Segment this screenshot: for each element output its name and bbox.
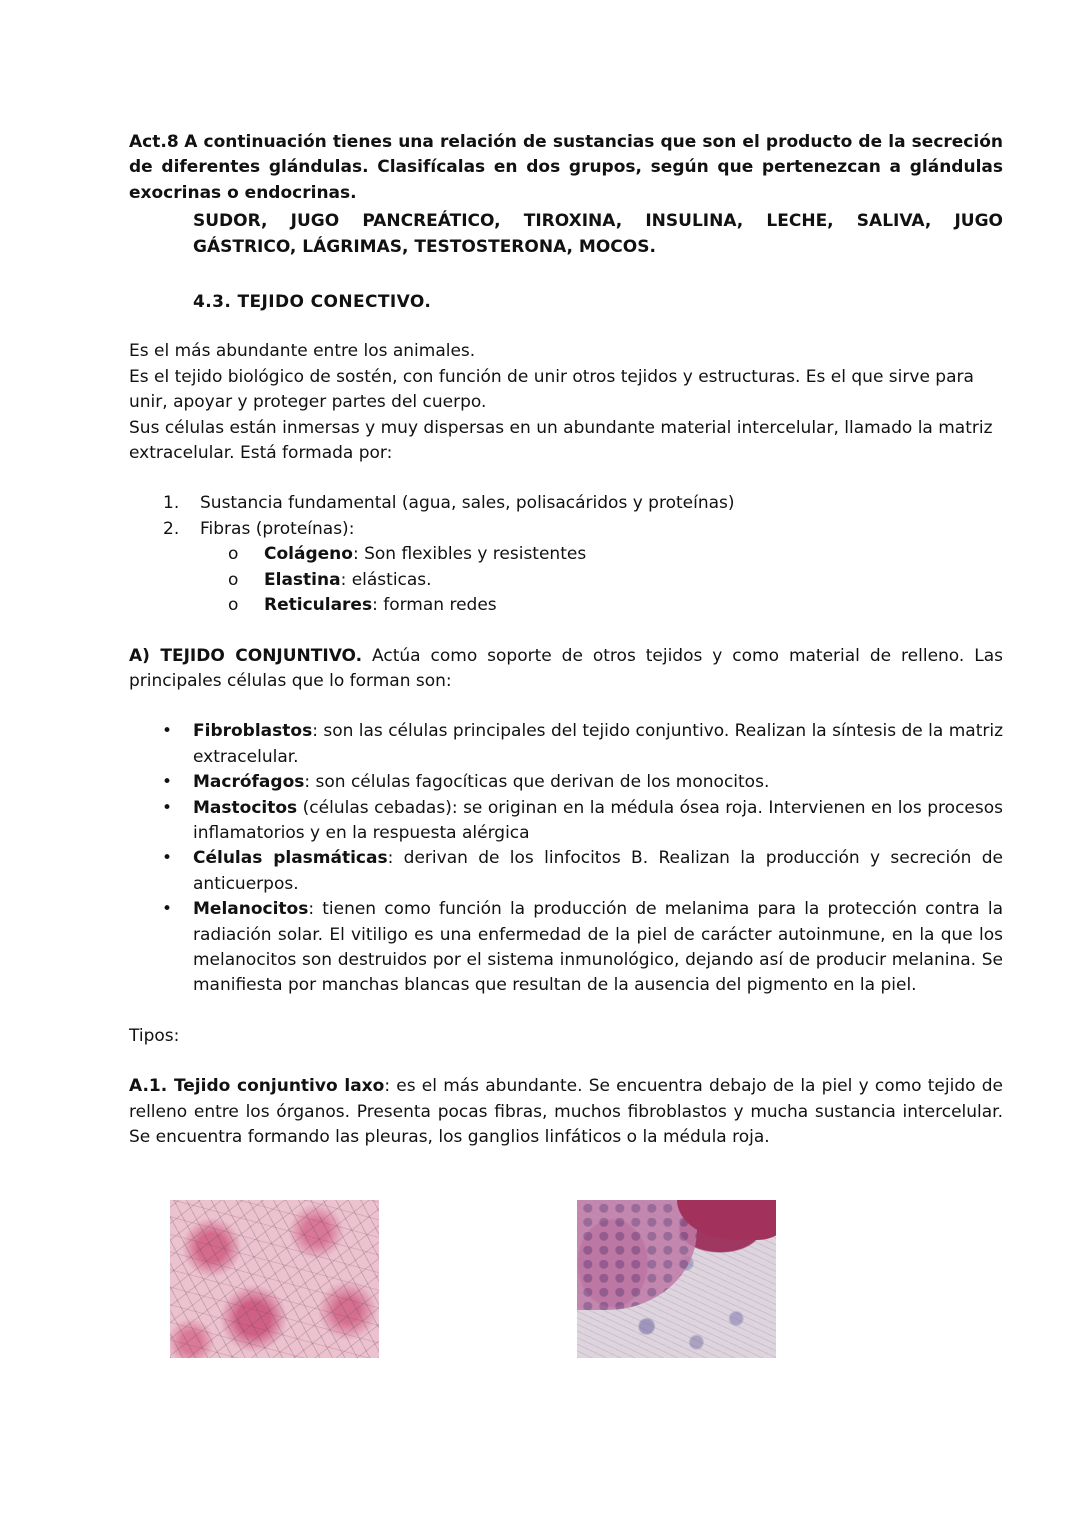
item-text: Fibras (proteínas):: [200, 518, 355, 539]
fiber-name: Colágeno: [264, 544, 353, 565]
fiber-desc: : elásticas.: [340, 569, 432, 590]
fiber-name: Reticulares: [264, 595, 373, 616]
cell-name: Mastocitos: [193, 797, 298, 818]
tipos-label: Tipos:: [129, 1025, 180, 1046]
fiber-desc: : forman redes: [372, 595, 497, 616]
connective-tissue-epithelium-micrograph: [577, 1200, 776, 1358]
cell-name: Fibroblastos: [193, 721, 313, 742]
bullet-icon: •: [162, 797, 173, 818]
cell-name: Células plasmáticas: [193, 848, 388, 869]
conjuntivo-paragraph: [129, 644, 1003, 695]
cell-desc: : son células fagocíticas que derivan de los monocitos.: [304, 772, 770, 793]
list-item: [129, 770, 1003, 795]
list-item: [129, 568, 1003, 593]
circle-bullet-icon: o: [228, 595, 239, 616]
laxo-text: : es el más abundante. Se encuentra debajo de la piel y como tejido de relleno entre los órganos. Presenta pocas fibras, muchos fibroblastos y mucha sustancia intercelular. Se encuentra formando las pleuras, los ganglios linfáticos o la médula roja.: [129, 1076, 1003, 1147]
circle-bullet-icon: o: [228, 544, 239, 565]
loose-connective-tissue-micrograph: [170, 1200, 379, 1358]
cells-list: [129, 719, 1003, 998]
document-page: [129, 130, 1003, 1150]
list-item: [129, 897, 1003, 999]
cell-name: Melanocitos: [193, 899, 309, 920]
activity-label: Act.8: [129, 132, 179, 152]
cell-desc: : derivan de los linfocitos B. Realizan la producción y secreción de anticuerpos.: [193, 848, 1004, 894]
activity-text: A continuación tienes una relación de sustancias que son el producto de la secreción de diferentes glándulas. Clasifícalas en dos grupos, según que pertenezcan a glándulas exocrinas o endocrinas.: [129, 132, 1003, 203]
cell-desc: : tienen como función la producción de melanima para la protección contra la radiación solar. El vitiligo es una enfermedad de la piel de carácter autoinmune, en la que los melanocitos son destruidos por el sistema inmunológico, dejando así de producir melanina. Se manifiesta por manchas blancas que resultan de la ausencia del pigmento en la piel.: [193, 899, 1003, 996]
list-item: [129, 719, 1003, 770]
intro-line-3: Sus células están inmersas y muy dispersas en un abundante material intercelular, llamado la matriz extracelular. Está formada por:: [129, 417, 993, 464]
substances-line-1: SUDOR, JUGO PANCREÁTICO, TIROXINA, INSULINA, LECHE, SALIVA, JUGO: [193, 211, 1003, 232]
fibers-list: [129, 542, 1003, 618]
intro-block: [129, 339, 1003, 466]
section-title: 4.3. TEJIDO CONECTIVO.: [193, 292, 432, 313]
list-item: [129, 846, 1003, 897]
list-item: [129, 517, 1003, 619]
cell-desc: : son las células principales del tejido conjuntivo. Realizan la síntesis de la matriz extracelular.: [193, 721, 1003, 767]
laxo-paragraph: [129, 1074, 1003, 1150]
fiber-desc: : Son flexibles y resistentes: [352, 544, 587, 565]
item-text: Sustancia fundamental (agua, sales, polisacáridos y proteínas): [200, 493, 735, 514]
cell-desc: (células cebadas): se originan en la médula ósea roja. Intervienen en los procesos inflamatorios y en la respuesta alérgica: [193, 797, 1003, 843]
activity-8: [129, 130, 1003, 206]
list-item: [129, 491, 1003, 516]
matrix-components-list: [129, 491, 1003, 618]
bullet-icon: •: [162, 772, 173, 793]
list-item: [129, 593, 1003, 618]
conjuntivo-title: A) TEJIDO CONJUNTIVO.: [129, 645, 363, 666]
bullet-icon: •: [162, 721, 173, 742]
fiber-name: Elastina: [264, 569, 341, 590]
list-item: [129, 796, 1003, 847]
epithelium-region: [577, 1200, 697, 1310]
intro-line-2: Es el tejido biológico de sostén, con función de unir otros tejidos y estructuras. Es el que sirve para unir, apoyar y proteger partes del cuerpo.: [129, 366, 974, 413]
conjuntivo-text: Actúa como soporte de otros tejidos y como material de relleno. Las principales células que lo forman son:: [129, 645, 1003, 691]
bullet-icon: •: [162, 899, 173, 920]
item-number: 1.: [163, 493, 180, 514]
circle-bullet-icon: o: [228, 569, 239, 590]
intro-line-1: Es el más abundante entre los animales.: [129, 341, 476, 362]
bullet-icon: •: [162, 848, 173, 869]
item-number: 2.: [163, 518, 180, 539]
laxo-title: A.1. Tejido conjuntivo laxo: [129, 1076, 385, 1097]
cell-name: Macrófagos: [193, 772, 305, 793]
list-item: [129, 542, 1003, 567]
substances-line-2: GÁSTRICO, LÁGRIMAS, TESTOSTERONA, MOCOS.: [193, 236, 656, 257]
